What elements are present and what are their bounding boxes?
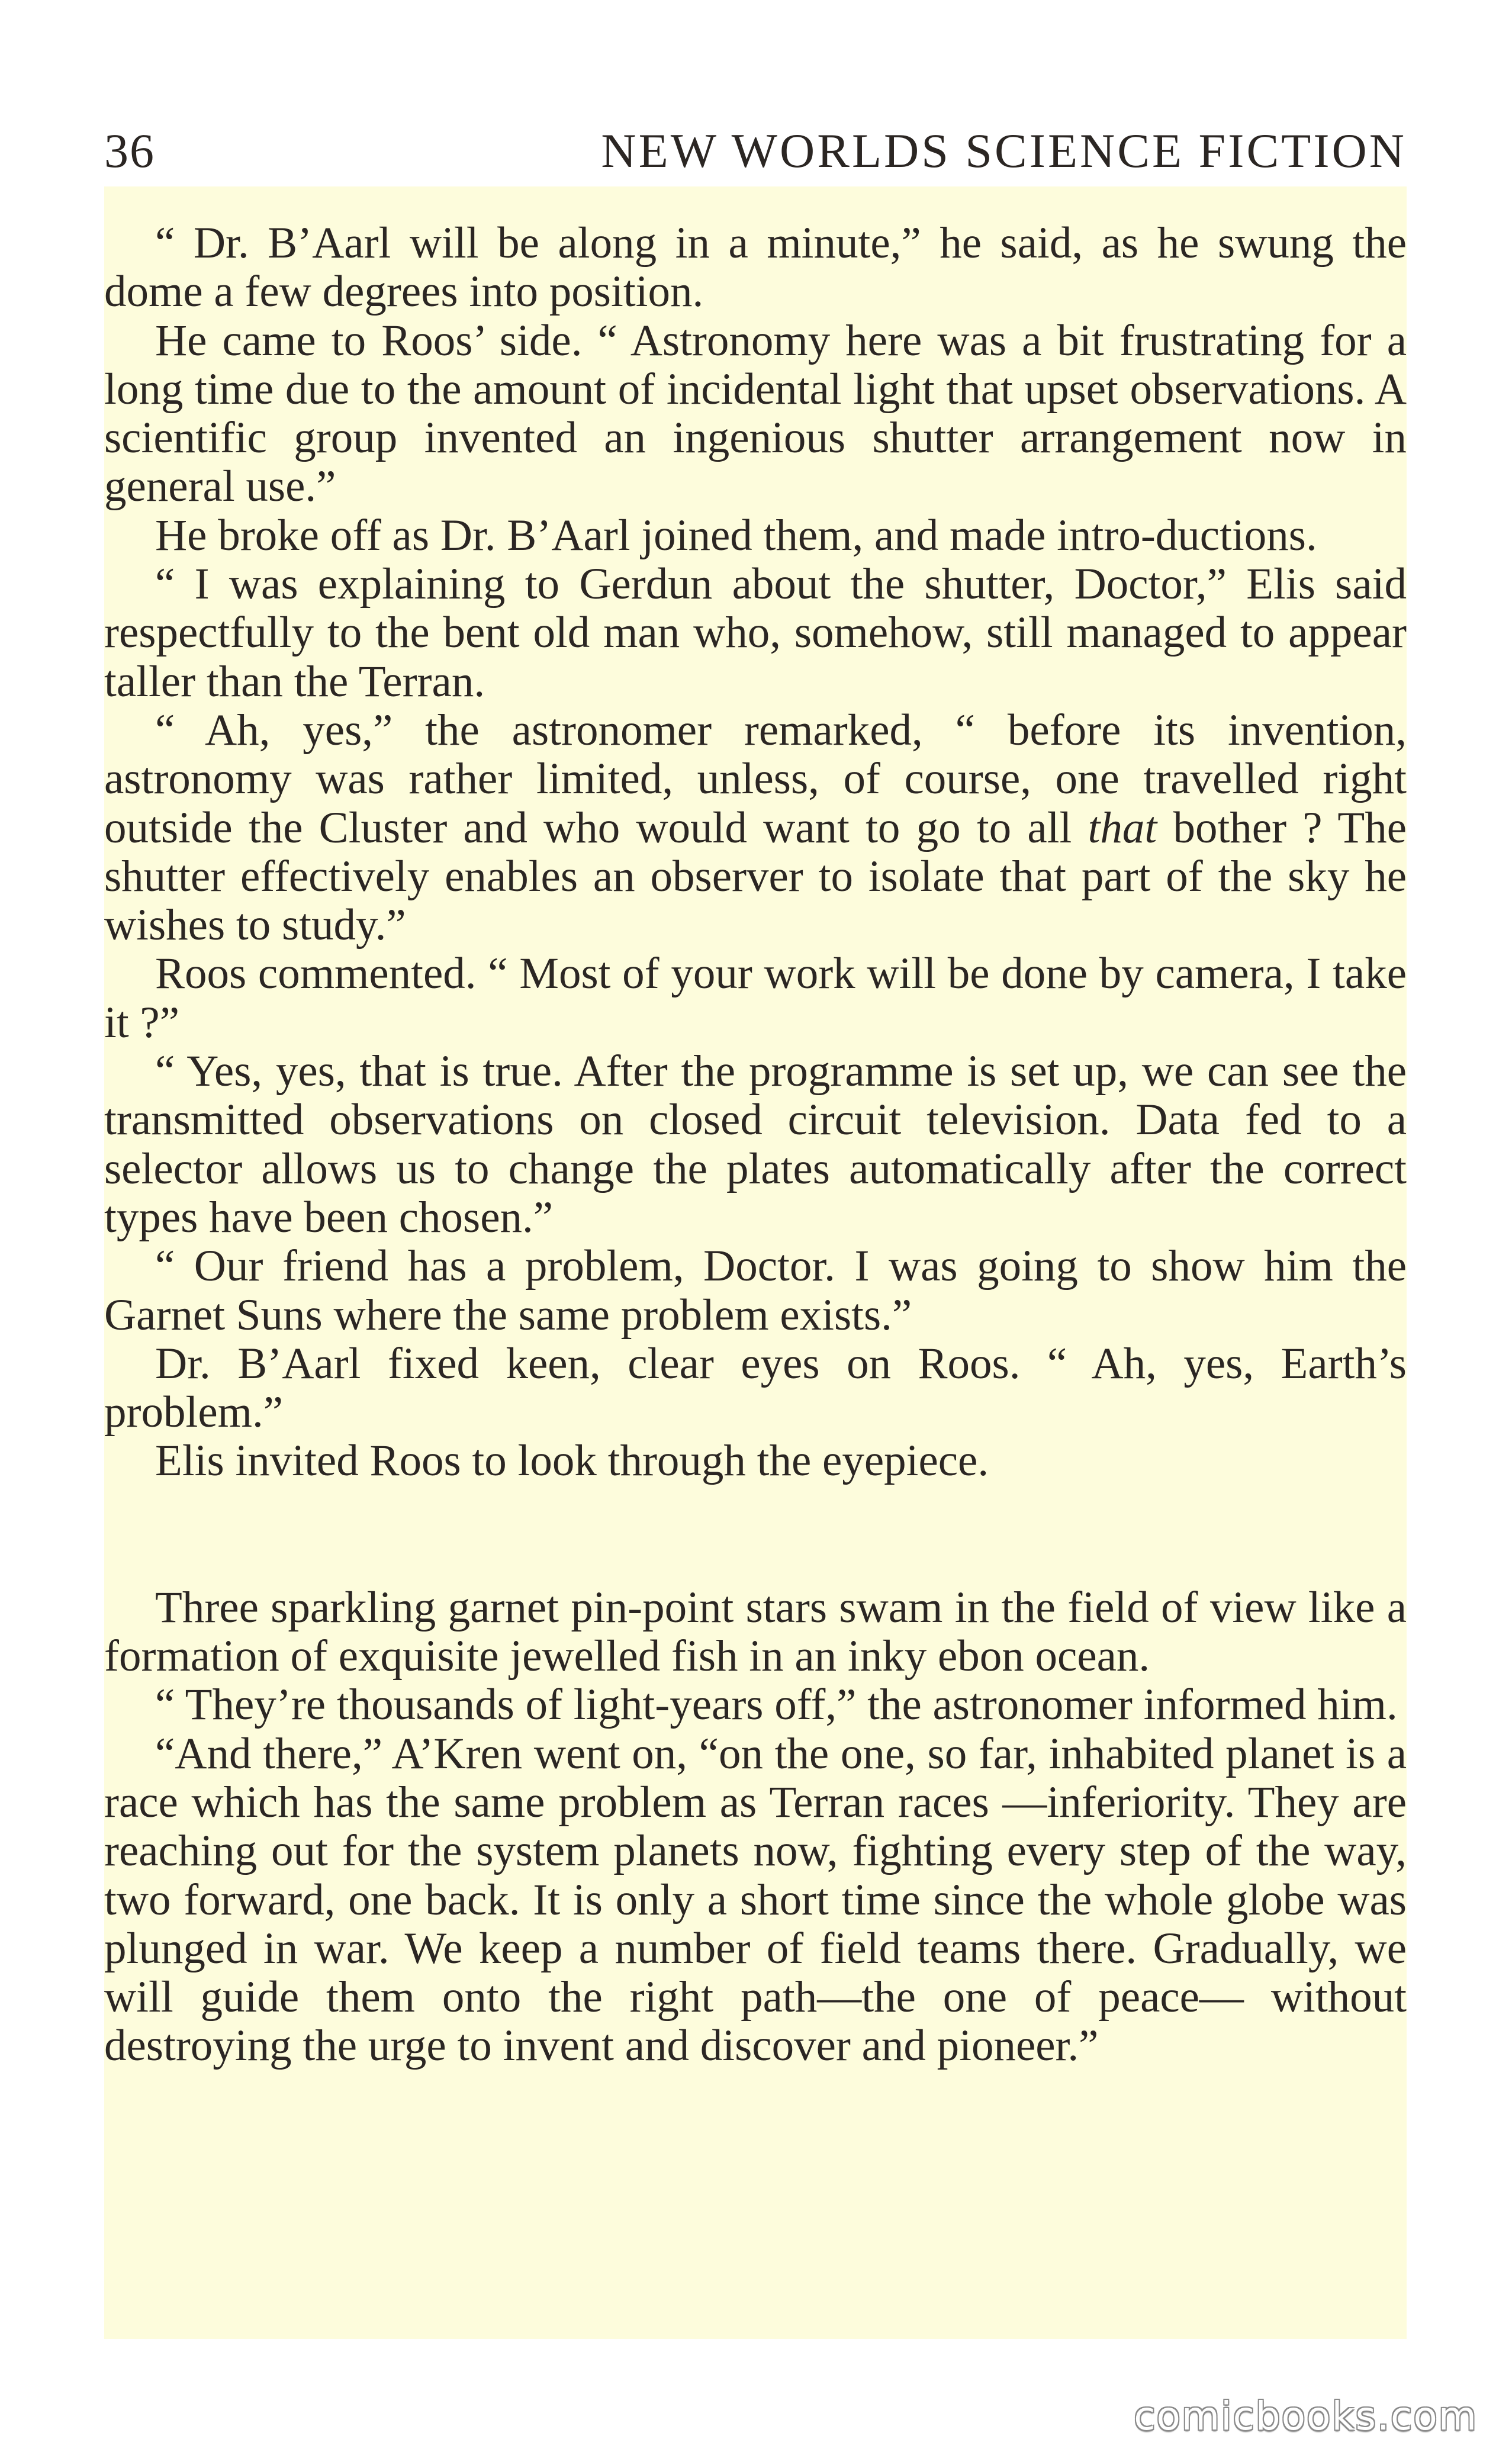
paragraph-8: “ Our friend has a problem, Doctor. I was going to show him the Garnet Suns where the same problem exists.” [104,1241,1407,1340]
paragraph-5-end: bother ? The shutter effectively enables an observer to isolate that part of the sky he wishes to study.” [104,803,1407,950]
story-text [104,186,1407,2339]
page-number: 36 [104,124,155,178]
paragraph-9: Dr. B’Aarl fixed keen, clear eyes on Roos. “ Ah, yes, Earth’s problem.” [104,1338,1407,1437]
paragraph-11: Three sparkling garnet pin-point stars swam in the field of view like a formation of exquisite jewelled fish in an inky ebon ocean. [104,1582,1407,1681]
paragraph-5-start: “ Ah, yes,” the astronomer remarked, “ before its invention, astronomy was rather limited, unless, of course, one travelled right outside the Cluster and who would want to go to all [104,705,1407,852]
running-title: NEW WORLDS SCIENCE FICTION [601,124,1407,178]
section-break [104,1486,1407,1584]
paragraph-1: “ Dr. B’Aarl will be along in a minute,” he said, as he swung the dome a few degrees into position. [104,218,1407,317]
paragraph-12: “ They’re thousands of light-years off,” the astronomer informed him. [155,1680,1398,1730]
paragraph-6: Roos commented. “ Most of your work will be done by camera, I take it ?” [104,949,1407,1047]
page-header [104,118,1407,184]
paragraph-2: He came to Roos’ side. “ Astronomy here was a bit frustrating for a long time due to the amount of incidental light that upset observations. A scientific group invented an ingenious shutter arrangement now in general use.” [104,316,1407,511]
paragraph-3: He broke off as Dr. B’Aarl joined them, and made intro-ductions. [155,510,1317,560]
paragraph-4: “ I was explaining to Gerdun about the shutter, Doctor,” Elis said respectfully to the bent old man who, somehow, still managed to appear taller than the Terran. [104,559,1407,706]
emphasized-word: that [1088,803,1157,852]
paragraph-13: “And there,” A’Kren went on, “on the one, so far, inhabited planet is a race which has the same problem as Terran races —inferiority. They are reaching out for the system planets now, fighting every step of the way, two forward, one back. It is only a short time since the whole globe was plunged in war. We keep a number of field teams there. Gradually, we will guide them onto the right path—the one of peace— without destroying the urge to invent and discover and pioneer.” [104,1729,1407,2071]
watermark: comicbooks.com [1134,2393,1478,2439]
paragraph-7: “ Yes, yes, that is true. After the programme is set up, we can see the transmitted observations on closed circuit television. Data fed to a selector allows us to change the plates automatically after the correct types have been chosen.” [104,1047,1407,1242]
paragraph-5 [104,706,1407,950]
paragraph-10: Elis invited Roos to look through the eyepiece. [155,1436,989,1486]
